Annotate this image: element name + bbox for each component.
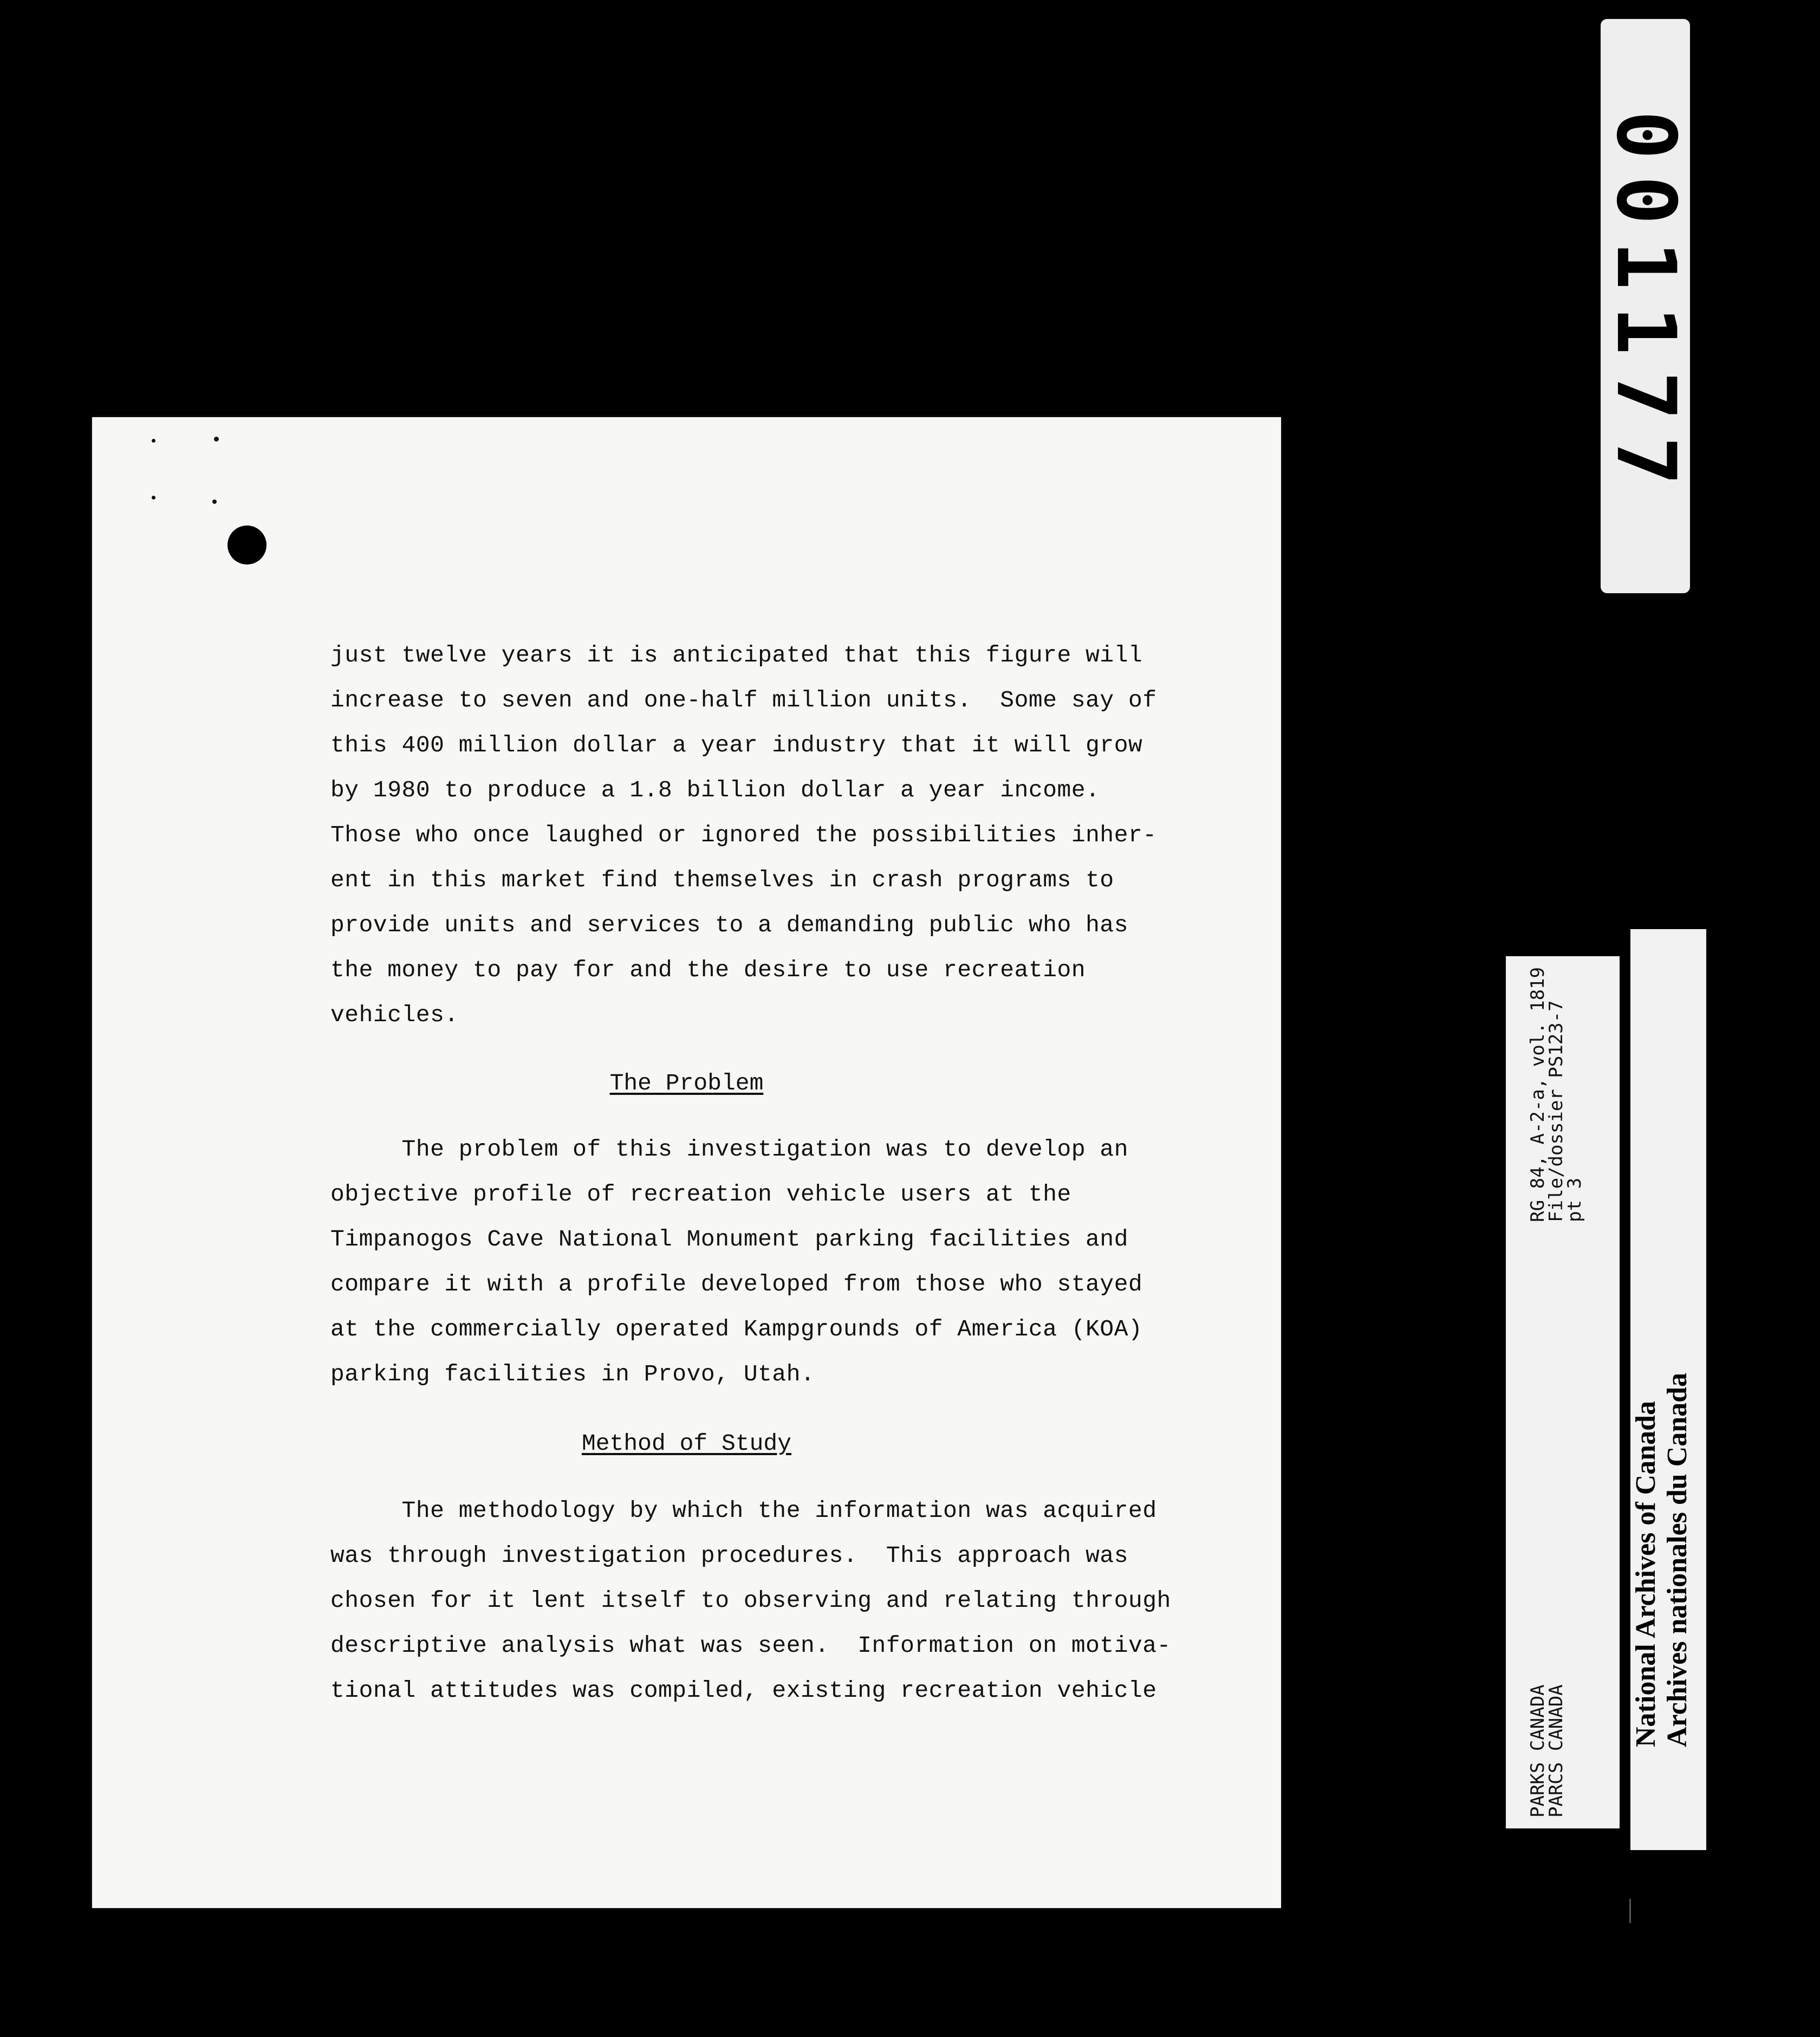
text-line: objective profile of recreation vehicle users at the (330, 1181, 1071, 1208)
text-line: parking facilities in Provo, Utah. (330, 1361, 815, 1387)
heading-method-of-study: Method of Study (581, 1430, 792, 1457)
text-line: provide units and services to a demanding public who has (330, 912, 1129, 938)
archives-label-content (1630, 929, 1706, 1850)
text-line: The problem of this investigation was to develop an (330, 1136, 1129, 1163)
text-line: The methodology by which the information was acquired (330, 1497, 1157, 1524)
speck (152, 496, 155, 499)
text-line: the money to pay for and the desire to use recreation (330, 957, 1086, 983)
text-line: vehicles. (330, 1002, 459, 1028)
text-line: by 1980 to produce a 1.8 billion dollar a year income. (330, 777, 1100, 803)
reference-label-content (1506, 956, 1620, 1828)
archives-name-fr: Archives nationales du Canada (1662, 1372, 1693, 1747)
film-mark (1629, 1899, 1631, 1923)
paragraph-intro (330, 633, 1284, 1037)
paragraph-method (330, 1488, 1284, 1713)
reference-label (1506, 956, 1620, 1828)
archives-name-en: National Archives of Canada (1630, 1401, 1661, 1747)
parks-canada-text: PARKS CANADA PARCS CANADA (1527, 1684, 1567, 1818)
text-line: Those who once laughed or ignored the possibilities inher- (330, 822, 1157, 848)
speck (152, 439, 155, 443)
paragraph-problem (330, 1127, 1284, 1397)
text-line: just twelve years it is anticipated that this figure will (330, 642, 1143, 669)
text-line: descriptive analysis what was seen. Information on motiva- (330, 1632, 1171, 1659)
record-group-text: RG 84, A-2-a, vol. 1819 File/dossier PS123-7 pt 3 (1527, 967, 1585, 1222)
punch-hole (227, 526, 266, 565)
text-line: at the commercially operated Kampgrounds of America (KOA) (330, 1316, 1143, 1342)
speck (212, 499, 217, 504)
text-line: increase to seven and one-half million units. Some say of (330, 687, 1157, 713)
text-line: chosen for it lent itself to observing and relating through (330, 1587, 1171, 1614)
text-line: tional attitudes was compiled, existing recreation vehicle (330, 1677, 1157, 1704)
heading-the-problem: The Problem (609, 1070, 764, 1097)
speck (214, 437, 219, 442)
document-page (92, 417, 1281, 1908)
frame-number-label (1598, 19, 1693, 593)
text-line: Timpanogos Cave National Monument parking facilities and (330, 1226, 1129, 1253)
text-line: compare it with a profile developed from those who stayed (330, 1271, 1143, 1298)
archives-label (1630, 929, 1706, 1850)
text-line: this 400 million dollar a year industry that it will grow (330, 732, 1143, 758)
text-line: was through investigation procedures. This approach was (330, 1542, 1129, 1569)
text-line: ent in this market find themselves in crash programs to (330, 867, 1114, 893)
frame-number: 001177 (1598, 111, 1693, 502)
